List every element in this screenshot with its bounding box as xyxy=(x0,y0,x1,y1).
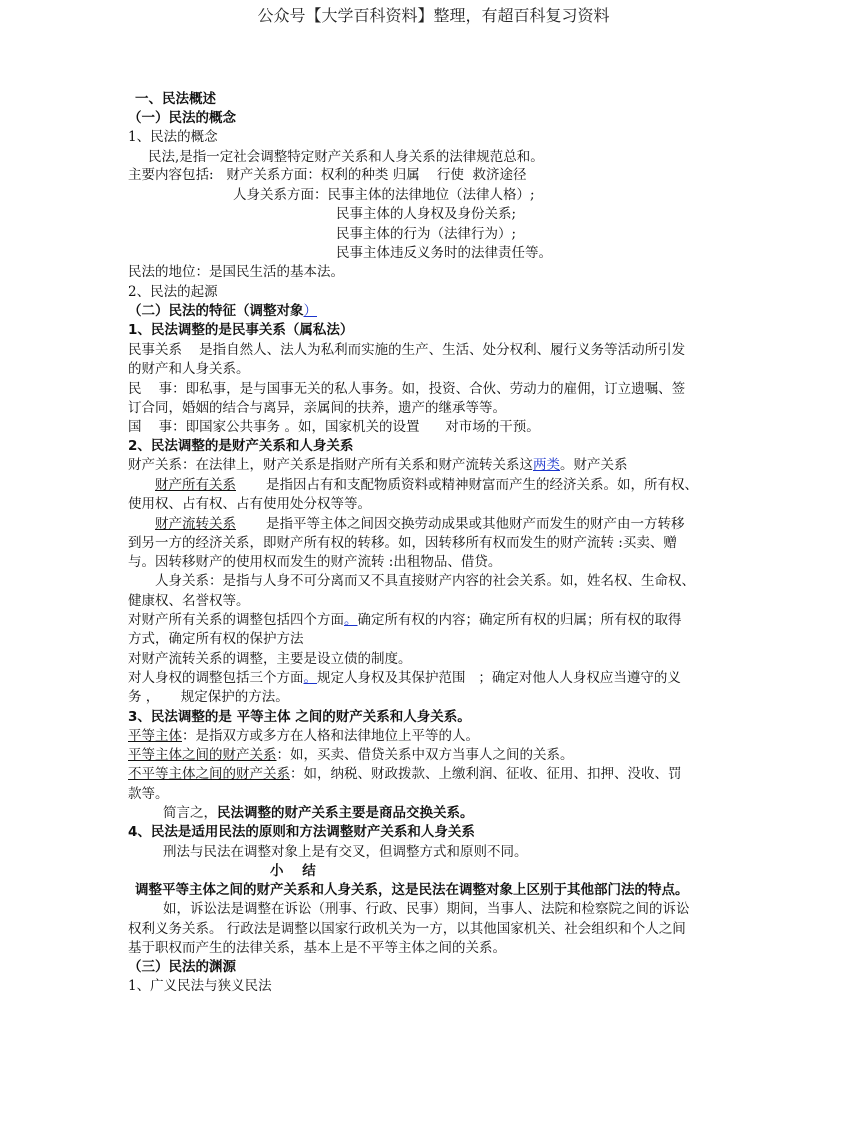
text-line xyxy=(128,727,479,746)
text: 使用权、占有权、占有使用处分权等等。 xyxy=(128,496,371,512)
text: 务 ， 规定保护的方法。 xyxy=(128,689,289,705)
text-line xyxy=(163,900,690,919)
text: 国 事：即国家公共事务 。如，国家机关的设置 对市场的干预。 xyxy=(128,419,540,435)
text-line xyxy=(128,939,506,958)
text-line xyxy=(128,534,677,553)
text: 基于职权而产生的法律关系，基本上是不平等主体之间的关系。 xyxy=(128,940,506,956)
text-line xyxy=(128,399,506,418)
text: 民事主体违反义务时的法律责任等。 xyxy=(336,245,552,261)
heading xyxy=(128,109,236,128)
text-line xyxy=(128,495,371,514)
text: 订合同，婚姻的结合与离异，亲属间的扶养，遗产的继承等等。 xyxy=(128,400,506,416)
bold-text: （二）民法的特征（调整对象 xyxy=(128,303,304,319)
heading xyxy=(270,862,316,881)
text: 人身关系：是指与人身不可分离而又不具直接财产内容的社会关系。如，姓名权、生命权、 xyxy=(155,573,695,589)
text-line xyxy=(128,456,628,475)
text-line xyxy=(128,630,304,649)
text: 规定人身权及其保护范围 ；确定对他人人身权应当遵守的义 xyxy=(317,670,681,686)
text-line xyxy=(128,785,169,804)
text-line xyxy=(336,205,516,224)
text: 对财产流转关系的调整，主要是设立债的制度。 xyxy=(128,651,412,667)
text: 。财产关系 xyxy=(560,457,628,473)
bold-text: 小 结 xyxy=(270,863,316,879)
text: ：如，纳税、财政拨款、上缴利润、征收、征用、扣押、没收、罚 xyxy=(290,766,682,782)
bold-text: 一、民法概述 xyxy=(135,91,216,107)
text: 财产关系：在法律上，财产关系是指财产所有关系和财产流转关系这 xyxy=(128,457,533,473)
heading xyxy=(128,708,471,727)
underlined-term: 平等主体 xyxy=(128,728,182,744)
bold-text: 2、民法调整的是财产关系和人身关系 xyxy=(128,438,354,454)
text: ：如，买卖、借贷关系中双方当事人之间的关系。 xyxy=(276,747,574,763)
text-line xyxy=(128,128,218,147)
text: 1、民法的概念 xyxy=(128,129,218,145)
text-line xyxy=(128,977,272,996)
text: 确定所有权的内容；确定所有权的归属；所有权的取得 xyxy=(357,612,682,628)
text: 2、民法的起源 xyxy=(128,284,218,300)
text: 主要内容包括: 财产关系方面：权利的种类 归属 行使 救济途径 xyxy=(128,167,527,183)
hyperlink[interactable]: 两类 xyxy=(533,457,560,473)
text-line xyxy=(128,920,686,939)
text: 对财产所有关系的调整包括四个方面 xyxy=(128,612,344,628)
text: 对人身权的调整包括三个方面 xyxy=(128,670,304,686)
text: 如，诉讼法是调整在诉讼（刑事、行政、民事）期间，当事人、法院和检察院之间的诉讼 xyxy=(163,901,690,917)
text-line xyxy=(128,263,344,282)
text-line xyxy=(336,225,516,244)
text-line xyxy=(128,360,250,379)
text: 的财产和人身关系。 xyxy=(128,361,250,377)
underlined-term: 财产流转关系 xyxy=(155,516,236,532)
text: 1、广义民法与狭义民法 xyxy=(128,978,272,994)
text-line xyxy=(155,476,698,495)
text-line xyxy=(128,380,685,399)
text: 款等。 xyxy=(128,786,169,802)
text-line xyxy=(128,650,412,669)
text: 民法,是指一定社会调整特定财产关系和人身关系的法律规范总和。 xyxy=(148,149,544,165)
text: 方式，确定所有权的保护方法 xyxy=(128,631,304,647)
underlined-term: 平等主体之间的财产关系 xyxy=(128,747,277,763)
text-line xyxy=(128,611,682,630)
bold-text: 3、民法调整的是 平等主体 之间的财产关系和人身关系。 xyxy=(128,709,471,725)
text-line xyxy=(128,302,317,321)
text: 民法的地位：是国民生活的基本法。 xyxy=(128,264,344,280)
text: 民 事：即私事，是与国事无关的私人事务。如，投资、合伙、劳动力的雇佣，订立遗嘱、签 xyxy=(128,381,686,397)
text-line xyxy=(128,765,682,784)
heading xyxy=(128,321,353,340)
text-line xyxy=(128,688,289,707)
text: 与。因转移财产的使用权而发生的财产流转 :出租物品、借贷。 xyxy=(128,554,502,570)
text-line xyxy=(155,572,695,591)
text-line xyxy=(163,804,474,823)
text: ：是指双方或多方在人格和法律地位上平等的人。 xyxy=(182,728,479,744)
text-line xyxy=(163,843,528,862)
text-line xyxy=(128,669,681,688)
text: 人身关系方面：民事主体的法律地位（法律人格）; xyxy=(233,187,535,203)
page-header: 公众号【大学百科资料】整理，有超百科复习资料 xyxy=(257,6,610,25)
text: 权利义务关系。 行政法是调整以国家行政机关为一方，以其他国家机关、社会组织和个人之间 xyxy=(128,921,686,937)
bold-text: （三）民法的渊源 xyxy=(128,959,236,975)
text: 刑法与民法在调整对象上是有交叉，但调整方式和原则不同。 xyxy=(163,844,528,860)
text-line xyxy=(155,515,685,534)
text-line xyxy=(336,244,552,263)
text-line xyxy=(128,341,685,360)
text: 到另一方的经济关系，即财产所有权的转移。如，因转移所有权而发生的财产流转 :买卖、赠 xyxy=(128,535,677,551)
heading xyxy=(128,823,475,842)
text: 民事主体的行为（法律行为）; xyxy=(336,226,517,242)
underlined-term: 财产所有关系 xyxy=(155,477,236,493)
hyperlink[interactable]: ） xyxy=(303,303,317,319)
bold-text: 4、民法是适用民法的原则和方法调整财产关系和人身关系 xyxy=(128,824,475,840)
underlined-term: 不平等主体之间的财产关系 xyxy=(128,766,290,782)
bold-text: （一）民法的概念 xyxy=(128,110,236,126)
text-line xyxy=(128,553,501,572)
hyperlink[interactable]: 。 xyxy=(303,670,317,686)
text: 简言之， xyxy=(163,805,217,821)
hyperlink[interactable]: 。 xyxy=(344,612,358,628)
bold-text: 民法调整的财产关系主要是商品交换关系。 xyxy=(217,805,474,821)
bold-text: 调整平等主体之间的财产关系和人身关系，这是民法在调整对象上区别于其他部门法的特点。 xyxy=(135,882,689,898)
text-line xyxy=(128,746,574,765)
text: 是指平等主体之间因交换劳动成果或其他财产而发生的财产由一方转移 xyxy=(236,516,685,532)
text-line xyxy=(128,283,218,302)
heading xyxy=(128,437,353,456)
text-line xyxy=(128,592,250,611)
heading xyxy=(128,958,236,977)
text: 是指因占有和支配物质资料或精神财富而产生的经济关系。如，所有权、 xyxy=(236,477,699,493)
text-line xyxy=(128,166,526,185)
text: 健康权、名誉权等。 xyxy=(128,593,250,609)
text-line xyxy=(148,148,544,167)
text: 民事关系 是指自然人、法人为私利而实施的生产、生活、处分权利、履行义务等活动所引发 xyxy=(128,342,686,358)
text-line xyxy=(233,186,535,205)
heading xyxy=(135,881,689,900)
text: 民事主体的人身权及身份关系; xyxy=(336,206,517,222)
heading xyxy=(135,90,216,109)
bold-text: 1、民法调整的是民事关系（属私法） xyxy=(128,322,354,338)
text-line xyxy=(128,418,540,437)
